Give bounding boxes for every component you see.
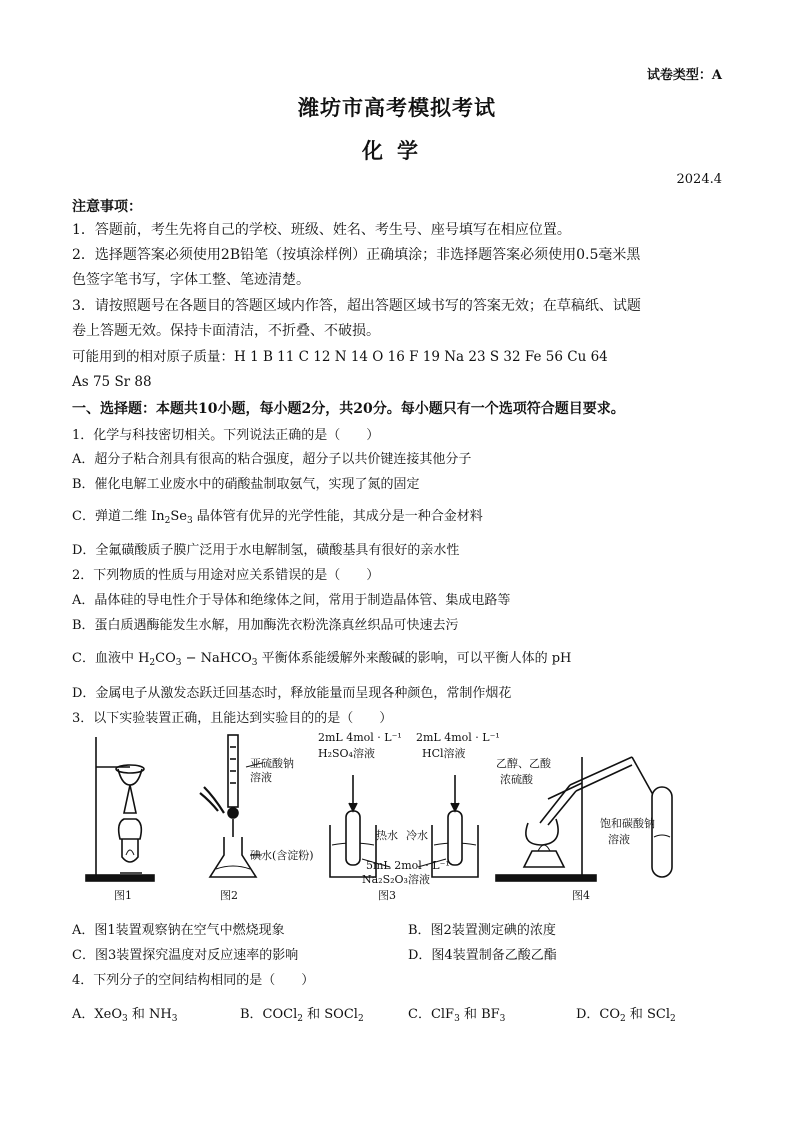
notice-item-2: 2．选择题答案必须使用2B铅笔（按填涂样例）正确填涂；非选择题答案必须使用0.5毫米黑	[72, 247, 641, 263]
fig4-solution-label-2: 溶液	[608, 833, 630, 846]
q1-option-c: C．弹道二维 $In_2Se_3$ 晶体管有优异的光学性能，其成分是一种合金材料	[72, 509, 483, 526]
q4-option-a: A．XeO$_3$ 和 $NH_3$	[72, 1007, 178, 1024]
figure-4-label: 图4	[572, 889, 590, 902]
notice-item-3-cont: 卷上答题无效。保持卡面清洁，不折叠、不破损。	[72, 323, 380, 339]
paper-type: 试卷类型：A	[646, 68, 722, 83]
q1-option-a: A．超分子粘合剂具有很高的粘合强度，超分子以共价键连接其他分子	[72, 452, 472, 467]
section-heading: 一、选择题：本题共10小题，每小题2分，共20分。每小题只有一个选项符合题目要求。	[72, 401, 625, 417]
figure-3-label: 图3	[378, 889, 396, 902]
fig3-bottom-label-2: Na₂S₂O₃溶液	[362, 873, 430, 886]
figure-2-label: 图2	[220, 889, 238, 902]
notice-item-3: 3．请按照题号在各题目的答题区域内作答，超出答题区域书写的答案无效；在草稿纸、试题	[72, 298, 641, 314]
q4-option-c: C．ClF$_3$ 和 $BF_3$	[408, 1007, 506, 1024]
fig3-top-right-label-1: 2mL 4mol · L⁻¹	[416, 731, 500, 744]
fig3-top-right-label-2: HCl溶液	[422, 747, 466, 760]
notice-item-1: 1．答题前，考生先将自己的学校、班级、姓名、考生号、座号填写在相应位置。	[72, 222, 571, 238]
fig2-sulfite-label-2: 溶液	[250, 771, 272, 784]
q3-option-b: B．图2装置测定碘的浓度	[408, 923, 556, 938]
q3-option-c: C．图3装置探究温度对反应速率的影响	[72, 948, 299, 963]
q2-option-b: B．蛋白质遇酶能发生水解，用加酶洗衣粉洗涤真丝织品可快速去污	[72, 618, 459, 633]
q2-option-a: A．晶体硅的导电性介于导体和绝缘体之间，常用于制造晶体管、集成电路等	[72, 593, 511, 608]
fig2-sulfite-label-1: 亚硫酸钠	[250, 757, 294, 770]
q1-option-b: B．催化电解工业废水中的硝酸盐制取氨气，实现了氮的固定	[72, 477, 420, 492]
atomic-mass-line-1: 可能用到的相对原子质量：H 1 B 11 C 12 N 14 O 16 F 19 Na 23 S 32 Fe 56 Cu 64	[72, 349, 608, 365]
q3-option-d: D．图4装置制备乙酸乙酯	[408, 948, 557, 963]
q4-option-b: B．COCl$_2$ 和 SOCl$_2$	[240, 1007, 364, 1024]
q1-stem: 1．化学与科技密切相关。下列说法正确的是（ ）	[72, 428, 380, 443]
fig3-bottom-label-1: 5mL 2mol · L⁻¹	[366, 859, 450, 872]
q2-option-d: D．金属电子从激发态跃迁回基态时，释放能量而呈现各种颜色，常制作烟花	[72, 686, 512, 701]
exam-date: 2024.4	[676, 172, 722, 187]
q3-apparatus-figures	[72, 727, 722, 907]
q3-option-a: A．图1装置观察钠在空气中燃烧现象	[72, 923, 285, 938]
subject-title: 化学	[362, 138, 432, 163]
atomic-mass-line-2: As 75 Sr 88	[72, 374, 152, 390]
fig4-reactant-label-2: 浓硫酸	[500, 773, 533, 786]
q4-option-d: D．$CO_2$ 和 SCl$_2$	[576, 1007, 676, 1024]
q1-option-d: D．全氟磺酸质子膜广泛用于水电解制氢，磺酸基具有很好的亲水性	[72, 543, 460, 558]
q4-stem: 4．下列分子的空间结构相同的是（ ）	[72, 973, 315, 988]
q2-stem: 2．下列物质的性质与用途对应关系错误的是（ ）	[72, 568, 380, 583]
fig3-cold-water-label: 冷水	[406, 829, 428, 842]
figure-1-apparatus	[86, 737, 154, 881]
fig2-iodine-label: 碘水(含淀粉)	[250, 849, 314, 862]
fig3-top-left-label-1: 2mL 4mol · L⁻¹	[318, 731, 402, 744]
fig4-solution-label-1: 饱和碳酸钠	[600, 817, 655, 830]
figure-1-label: 图1	[114, 889, 132, 902]
fig4-reactant-label-1: 乙醇、乙酸	[496, 757, 551, 770]
fig3-hot-water-label: 热水	[376, 829, 398, 842]
notice-item-2-cont: 色签字笔书写，字体工整、笔迹清楚。	[72, 272, 310, 288]
q3-stem: 3．以下实验装置正确，且能达到实验目的的是（ ）	[72, 711, 393, 726]
fig3-top-left-label-2: H₂SO₄溶液	[318, 747, 375, 760]
q2-option-c: C．血液中 $H_2CO_3$ − NaHCO$_3$ 平衡体系能缓解外来酸碱的影响，可以平衡人体的 pH	[72, 651, 572, 668]
exam-title: 潍坊市高考模拟考试	[298, 95, 496, 120]
notice-heading: 注意事项：	[72, 199, 142, 215]
